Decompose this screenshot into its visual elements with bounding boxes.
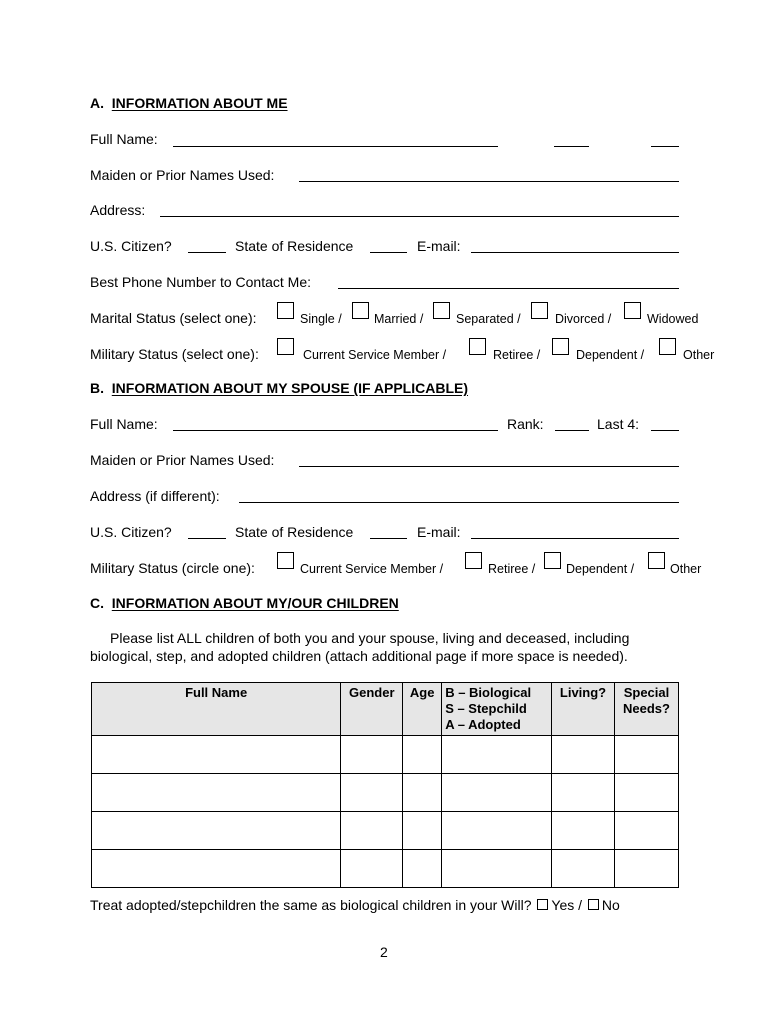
treat-yes-label: Yes / — [551, 897, 583, 913]
b-full-name-label: Full Name: — [90, 416, 158, 432]
cell-relationship[interactable] — [442, 850, 552, 888]
a-extra-field-2[interactable] — [651, 146, 679, 147]
a-marital-separated-checkbox[interactable] — [433, 302, 450, 319]
a-marital-married-label: Married / — [374, 312, 424, 326]
a-military-retiree-checkbox[interactable] — [469, 338, 486, 355]
treat-no-label: No — [601, 897, 620, 913]
cell-full-name[interactable] — [92, 736, 341, 774]
table-row — [92, 736, 679, 774]
cell-full-name[interactable] — [92, 850, 341, 888]
b-maiden-label: Maiden or Prior Names Used: — [90, 452, 275, 468]
a-citizen-label: U.S. Citizen? — [90, 238, 172, 254]
a-military-other-label: Other — [683, 348, 715, 362]
a-marital-separated-label: Separated / — [456, 312, 521, 326]
a-full-name-field[interactable] — [173, 146, 498, 147]
header-age: Age — [403, 683, 442, 736]
cell-living[interactable] — [552, 812, 615, 850]
a-military-current-checkbox[interactable] — [277, 338, 294, 355]
header-adopted: A – Adopted — [445, 717, 521, 732]
cell-gender[interactable] — [341, 850, 403, 888]
table-row — [92, 774, 679, 812]
b-maiden-field[interactable] — [299, 466, 679, 467]
b-military-current-checkbox[interactable] — [277, 552, 294, 569]
a-address-field[interactable] — [160, 216, 679, 217]
treat-adopted-question: Treat adopted/stepchildren the same as biological children in your Will? — [90, 897, 532, 913]
header-biological: B – Biological — [445, 685, 532, 700]
table-row — [92, 812, 679, 850]
a-military-label: Military Status (select one): — [90, 346, 259, 362]
treat-no-checkbox[interactable] — [588, 899, 599, 910]
a-phone-field[interactable] — [338, 288, 679, 289]
b-military-other-checkbox[interactable] — [648, 552, 665, 569]
b-citizen-label: U.S. Citizen? — [90, 524, 172, 540]
a-email-label: E-mail: — [417, 238, 461, 254]
b-citizen-field[interactable] — [188, 538, 226, 539]
a-marital-married-checkbox[interactable] — [352, 302, 369, 319]
cell-gender[interactable] — [341, 774, 403, 812]
cell-full-name[interactable] — [92, 774, 341, 812]
b-rank-label: Rank: — [507, 416, 544, 432]
cell-relationship[interactable] — [442, 812, 552, 850]
cell-living[interactable] — [552, 850, 615, 888]
b-address-label: Address (if different): — [90, 488, 220, 504]
b-military-dependent-label: Dependent / — [566, 562, 635, 576]
b-military-dependent-checkbox[interactable] — [544, 552, 561, 569]
children-table — [91, 682, 679, 888]
section-b-heading: B. INFORMATION ABOUT MY SPOUSE (IF APPLICABLE) — [90, 380, 469, 396]
children-instructions: Please list ALL children of both you and your spouse, living and deceased, including biological, step, and adopted children (attach additional page if more space is needed). — [90, 630, 630, 664]
treat-adopted-question-row — [90, 897, 620, 913]
b-military-current-label: Current Service Member / — [300, 562, 444, 576]
section-a-heading: A. INFORMATION ABOUT ME — [90, 95, 288, 111]
a-address-label: Address: — [90, 202, 146, 218]
cell-special-needs[interactable] — [614, 736, 678, 774]
cell-special-needs[interactable] — [614, 774, 678, 812]
a-marital-widowed-label: Widowed — [647, 312, 699, 326]
header-full-name: Full Name — [92, 683, 341, 736]
cell-age[interactable] — [403, 774, 442, 812]
a-marital-divorced-label: Divorced / — [555, 312, 612, 326]
b-military-label: Military Status (circle one): — [90, 560, 255, 576]
a-citizen-field[interactable] — [188, 252, 226, 253]
cell-special-needs[interactable] — [614, 850, 678, 888]
cell-relationship[interactable] — [442, 774, 552, 812]
a-full-name-label: Full Name: — [90, 131, 158, 147]
b-military-other-label: Other — [670, 562, 702, 576]
header-gender: Gender — [341, 683, 403, 736]
cell-living[interactable] — [552, 736, 615, 774]
a-marital-divorced-checkbox[interactable] — [531, 302, 548, 319]
header-living: Living? — [552, 683, 615, 736]
section-c-heading: C. INFORMATION ABOUT MY/OUR CHILDREN — [90, 595, 399, 611]
a-state-label: State of Residence — [235, 238, 354, 254]
a-state-field[interactable] — [370, 252, 407, 253]
children-table-header — [92, 683, 679, 736]
b-military-retiree-checkbox[interactable] — [465, 552, 482, 569]
cell-age[interactable] — [403, 736, 442, 774]
b-state-label: State of Residence — [235, 524, 354, 540]
header-special-needs: Special Needs? — [614, 683, 678, 736]
page-number: 2 — [380, 944, 388, 960]
a-marital-label: Marital Status (select one): — [90, 310, 257, 326]
a-marital-single-checkbox[interactable] — [277, 302, 294, 319]
cell-age[interactable] — [403, 850, 442, 888]
a-maiden-field[interactable] — [299, 181, 679, 182]
cell-gender[interactable] — [341, 812, 403, 850]
b-rank-field[interactable] — [555, 430, 589, 431]
a-military-other-checkbox[interactable] — [659, 338, 676, 355]
cell-relationship[interactable] — [442, 736, 552, 774]
b-email-label: E-mail: — [417, 524, 461, 540]
cell-age[interactable] — [403, 812, 442, 850]
b-email-field[interactable] — [471, 538, 679, 539]
table-row — [92, 850, 679, 888]
a-email-field[interactable] — [471, 252, 679, 253]
header-relationship — [442, 683, 552, 736]
a-marital-single-label: Single / — [300, 312, 342, 326]
treat-yes-checkbox[interactable] — [537, 899, 548, 910]
cell-living[interactable] — [552, 774, 615, 812]
b-state-field[interactable] — [370, 538, 407, 539]
cell-special-needs[interactable] — [614, 812, 678, 850]
b-military-retiree-label: Retiree / — [488, 562, 536, 576]
cell-gender[interactable] — [341, 736, 403, 774]
a-military-retiree-label: Retiree / — [493, 348, 541, 362]
a-marital-widowed-checkbox[interactable] — [624, 302, 641, 319]
b-full-name-field[interactable] — [173, 430, 498, 431]
a-military-current-label: Current Service Member / — [303, 348, 447, 362]
b-last4-label: Last 4: — [597, 416, 640, 432]
a-military-dependent-label: Dependent / — [576, 348, 645, 362]
cell-full-name[interactable] — [92, 812, 341, 850]
header-stepchild: S – Stepchild — [445, 701, 527, 716]
b-last4-field[interactable] — [651, 430, 679, 431]
a-extra-field-1[interactable] — [554, 146, 589, 147]
a-military-dependent-checkbox[interactable] — [552, 338, 569, 355]
a-maiden-label: Maiden or Prior Names Used: — [90, 167, 275, 183]
a-phone-label: Best Phone Number to Contact Me: — [90, 274, 311, 290]
b-address-field[interactable] — [239, 502, 679, 503]
